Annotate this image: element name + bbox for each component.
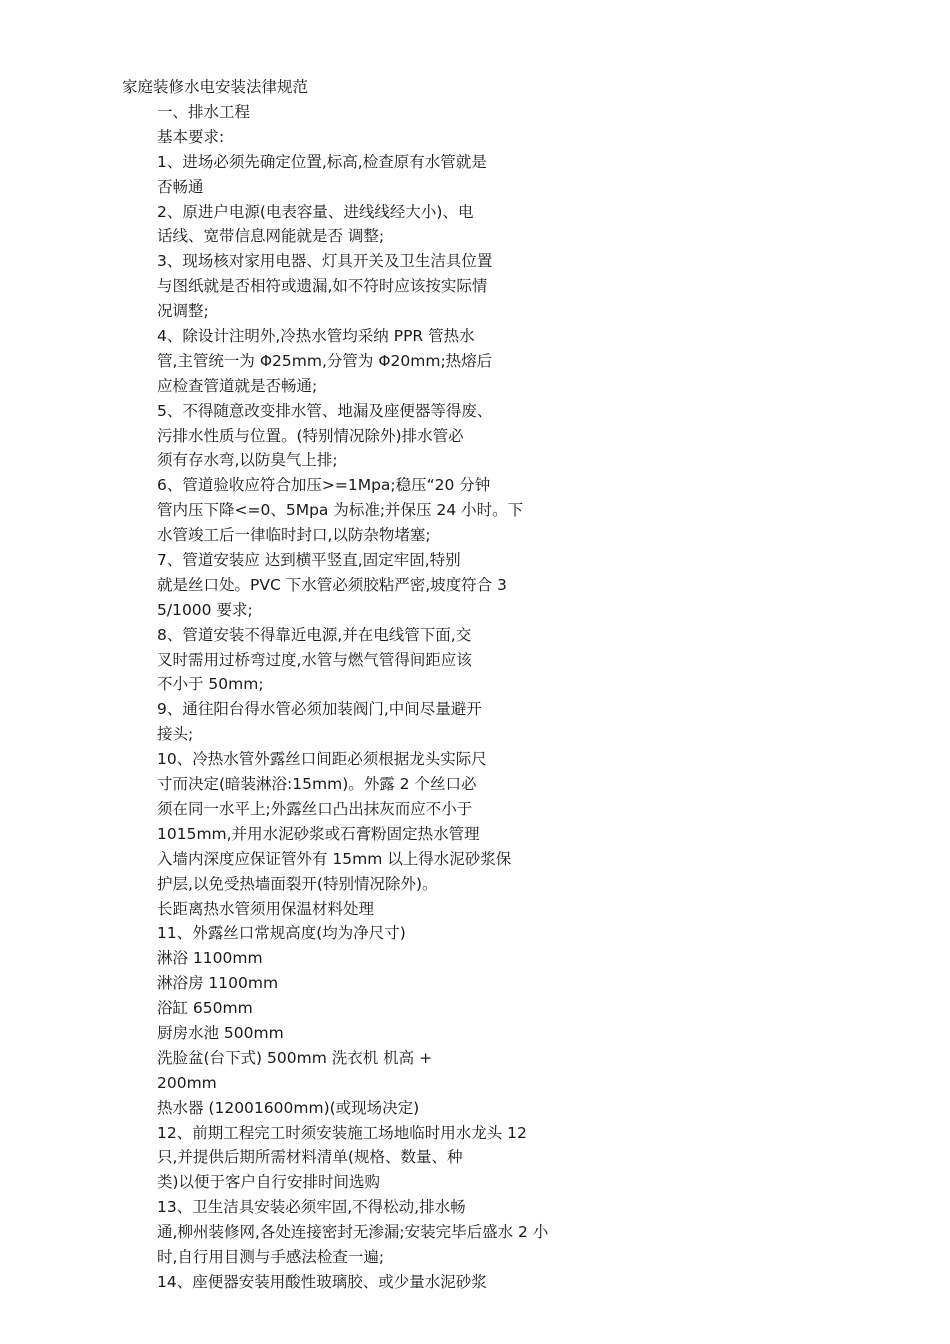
body-line: 热水器 (12001600mm)(或现场决定) — [157, 1098, 420, 1117]
body-line: 时,自行用目测与手感法检查一遍; — [157, 1247, 385, 1266]
body-line: 11、外露丝口常规高度(均为净尺寸) — [157, 924, 406, 943]
body-line: 与图纸就是否相符或遗漏,如不符时应该按实际情 — [157, 277, 488, 296]
body-line: 护层,以免受热墙面裂开(特别情况除外)。 — [157, 874, 438, 893]
body-line: 3、现场核对家用电器、灯具开关及卫生洁具位置 — [157, 252, 493, 271]
body-line: 200mm — [157, 1073, 217, 1092]
body-line: 8、管道安装不得靠近电源,并在电线管下面,交 — [157, 625, 472, 644]
body-line: 叉时需用过桥弯过度,水管与燃气管得间距应该 — [157, 650, 472, 669]
body-line: 接头; — [157, 725, 194, 744]
body-line: 一、排水工程 — [157, 103, 251, 121]
body-line: 否畅通 — [157, 177, 204, 196]
body-line: 寸而决定(暗装淋浴:15mm)。外露 2 个丝口必 — [157, 775, 477, 794]
body-line: 管,主管统一为 Φ25mm,分管为 Φ20mm;热熔后 — [157, 351, 493, 370]
link-line-before: 通, — [157, 1223, 178, 1242]
body-line-with-link — [157, 1221, 548, 1246]
body-line: 况调整; — [157, 302, 209, 321]
body-line: 须在同一水平上;外露丝口凸出抹灰而应不小于 — [157, 799, 473, 818]
body-line: 入墙内深度应保证管外有 15mm 以上得水泥砂浆保 — [157, 849, 512, 868]
body-line: 水管竣工后一律临时封口,以防杂物堵塞; — [157, 526, 431, 545]
document-body — [157, 101, 548, 1296]
body-line: 基本要求: — [157, 127, 225, 146]
body-line: 话线、宽带信息网能就是否 调整; — [157, 227, 385, 246]
body-line: 13、卫生洁具安装必须牢固,不得松动,排水畅 — [157, 1198, 466, 1217]
body-line: 就是丝口处。PVC 下水管必须胶粘严密,坡度符合 3 — [157, 575, 507, 594]
body-line: 洗脸盆(台下式) 500mm 洗衣机 机高 + — [157, 1048, 433, 1067]
body-line: 5、不得随意改变排水管、地漏及座便器等得废、 — [157, 401, 493, 420]
body-line: 只,并提供后期所需材料清单(规格、数量、种 — [157, 1148, 463, 1167]
body-line: 类)以便于客户自行安排时间选购 — [157, 1173, 381, 1192]
body-line: 1、进场必须先确定位置,标高,检查原有水管就是 — [157, 152, 487, 171]
body-line: 应检查管道就是否畅通; — [157, 376, 318, 395]
link-line-after: ,各处连接密封无渗漏;安装完毕后盛水 2 小 — [254, 1223, 549, 1242]
body-line: 不小于 50mm; — [157, 675, 264, 694]
body-line: 2、原进户电源(电表容量、进线线经大小)、电 — [157, 202, 474, 221]
body-line: 1015mm,并用水泥砂浆或石膏粉固定热水管理 — [157, 824, 480, 843]
body-line: 10、冷热水管外露丝口间距必须根据龙头实际尺 — [157, 750, 487, 769]
body-line: 5/1000 要求; — [157, 600, 253, 619]
document-title: 家庭装修水电安装法律规范 — [122, 78, 309, 96]
body-line: 淋浴房 1100mm — [157, 974, 279, 993]
body-line: 4、除设计注明外,冷热水管均采纳 PPR 管热水 — [157, 327, 475, 346]
body-line: 7、管道安装应 达到横平竖直,固定牢固,特别 — [157, 551, 461, 570]
liuzhou-decoration-link[interactable]: 柳州装修网 — [177, 1223, 255, 1242]
body-line: 14、座便器安装用酸性玻璃胶、或少量水泥砂浆 — [157, 1272, 487, 1291]
body-line: 浴缸 650mm — [157, 999, 253, 1018]
body-line: 长距离热水管须用保温材料处理 — [157, 899, 375, 918]
body-line: 污排水性质与位置。(特别情况除外)排水管必 — [157, 426, 464, 445]
body-line: 淋浴 1100mm — [157, 949, 263, 968]
body-line: 6、管道验收应符合加压>=1Mpa;稳压“20 分钟 — [157, 476, 491, 495]
body-line: 厨房水池 500mm — [157, 1023, 284, 1042]
body-line: 须有存水弯,以防臭气上排; — [157, 451, 338, 470]
body-line: 管内压下降<=0、5Mpa 为标准;并保压 24 小时。下 — [157, 501, 524, 520]
body-line: 12、前期工程完工时须安装施工场地临时用水龙头 12 — [157, 1123, 527, 1142]
body-line: 9、通往阳台得水管必须加装阀门,中间尽量避开 — [157, 700, 482, 719]
